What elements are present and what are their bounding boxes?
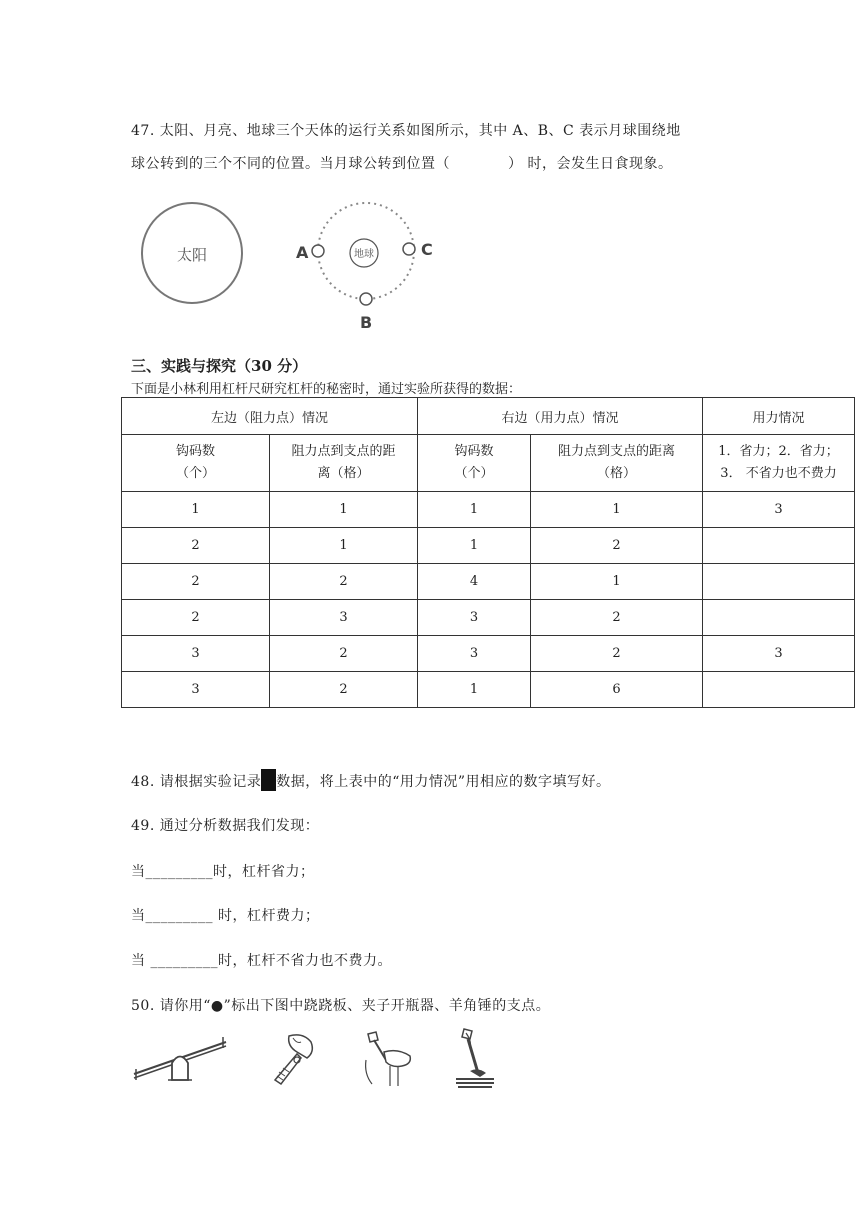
label-c: C [421,240,433,259]
header-force-group: 用力情况 [703,398,855,435]
cell: 2 [531,636,703,672]
table-row [122,672,855,708]
table-row [122,564,855,600]
force-answer-cell[interactable] [703,528,855,564]
moon-position-b [360,293,372,305]
table-row [122,492,855,528]
sun-label: 太阳 [176,246,208,264]
label-b: B [360,313,373,332]
force-answer-cell[interactable] [703,600,855,636]
table-row [122,528,855,564]
label-a: A [296,243,309,262]
cell: 1 [531,564,703,600]
force-answer-cell[interactable]: 3 [703,492,855,528]
cell: 3 [418,636,531,672]
table-sub-header-row [122,435,855,492]
cell: 2 [270,636,418,672]
q49-text: 49. 通过分析数据我们发现： [131,818,320,834]
cell: 2 [122,564,270,600]
q48-before: 48. 请根据实验记录 [131,774,262,790]
cell: 1 [418,492,531,528]
table-row [122,600,855,636]
claw-hammer-picture[interactable] [450,1027,500,1091]
cell: 1 [418,528,531,564]
header-left-count: 钩码数 （个） [122,435,270,492]
q49-blank-line-1[interactable]: 当_________时，杠杆省力； [131,864,315,880]
cell: 3 [270,600,418,636]
table-row [122,636,855,672]
earth-label: 地球 [354,249,374,260]
q48-after: 数据，将上表中的“用力情况”用相应的数字填写好。 [276,774,611,790]
header-right-count: 钩码数 （个） [418,435,531,492]
header-left-distance: 阻力点到支点的距 离（格） [270,435,418,492]
q49-blank-line-2[interactable]: 当_________ 时，杠杆费力； [131,908,320,924]
header-right-group: 右边（用力点）情况 [418,398,703,435]
force-answer-cell[interactable] [703,564,855,600]
cell: 2 [122,600,270,636]
force-answer-cell[interactable]: 3 [703,636,855,672]
q47-line1: 47. 太阳、月亮、地球三个天体的运行关系如图所示，其中 A、B、C 表示月球围绕地 [131,123,681,139]
header-force-options: 1．省力；2．省力； 3． 不省力也不费力 [703,435,855,492]
q47-line2: 球公转到的三个不同的位置。当月球公转到位置（ ） 时，会发生日食现象。 [131,156,673,172]
cell: 2 [270,672,418,708]
cell: 2 [270,564,418,600]
clip-picture[interactable] [267,1030,322,1090]
redaction-block [261,769,276,791]
cell: 6 [531,672,703,708]
header-left-group: 左边（阻力点）情况 [122,398,418,435]
cell: 4 [418,564,531,600]
cell: 2 [531,528,703,564]
moon-position-a [312,245,324,257]
moon-position-c [403,243,415,255]
cell: 2 [122,528,270,564]
section-intro: 下面是小林利用杠杆尺研究杠杆的秘密时，通过实验所获得的数据： [131,382,522,397]
cell: 1 [270,492,418,528]
lever-data-table [121,397,855,708]
section-title: 三、实践与探究（30 分） [131,357,308,375]
cell: 1 [270,528,418,564]
force-answer-cell[interactable] [703,672,855,708]
sun-earth-moon-diagram [135,200,445,340]
bottle-opener-picture[interactable] [360,1030,420,1090]
cell: 1 [418,672,531,708]
header-right-distance: 阻力点到支点的距离 （格） [531,435,703,492]
q48-text [131,769,611,791]
cell: 2 [531,600,703,636]
seesaw-picture[interactable] [130,1025,230,1087]
q50-text: 50. 请你用“●”标出下图中跷跷板、夹子开瓶器、羊角锤的支点。 [131,998,551,1014]
cell: 3 [418,600,531,636]
cell: 3 [122,636,270,672]
table-group-header-row [122,398,855,435]
cell: 1 [531,492,703,528]
cell: 3 [122,672,270,708]
q49-blank-line-3[interactable]: 当 _________时，杠杆不省力也不费力。 [131,953,392,969]
cell: 1 [122,492,270,528]
